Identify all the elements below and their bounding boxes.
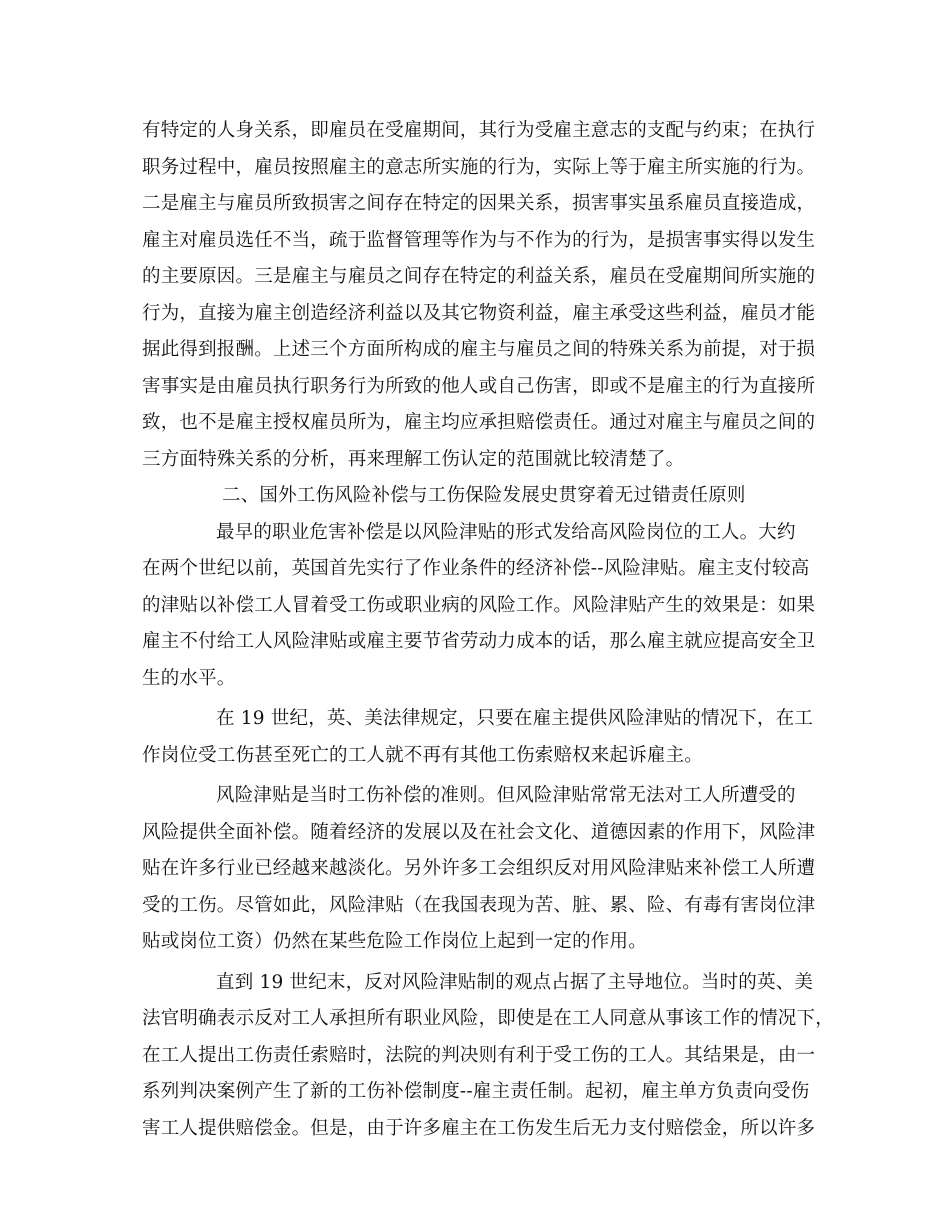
text-line: 生的水平。: [142, 667, 236, 689]
text-line: 受的工伤。尽管如此，风险津贴（在我国表现为苦、脏、累、险、有毒有害岗位津: [142, 894, 816, 916]
text-line: 二是雇主与雇员所致损害之间存在特定的因果关系，损害事实虽系雇员直接造成，: [142, 193, 816, 214]
text-line: 职务过程中，雇员按照雇主的意志所实施的行为，实际上等于雇主所实施的行为。: [142, 156, 816, 178]
text-line: 的津贴以补偿工人冒着受工伤或职业病的风险工作。风险津贴产生的效果是：如果: [142, 594, 816, 616]
text-line: 行为，直接为雇主创造经济利益以及其它物资利益，雇主承受这些利益，雇员才能: [142, 302, 816, 324]
paragraph-first-line: 在 19 世纪，英、美法律规定，只要在雇主提供风险津贴的情况下，在工: [216, 708, 814, 729]
text-line: 致，也不是雇主授权雇员所为，雇主均应承担赔偿责任。通过对雇主与雇员之间的: [142, 412, 816, 433]
text-line: 雇主不付给工人风险津贴或雇主要节省劳动力成本的话，那么雇主就应提高安全卫: [142, 631, 816, 652]
text-line: 贴在许多行业已经越来越淡化。另外许多工会组织反对用风险津贴来补偿工人所遭: [142, 858, 816, 879]
text-line: 三方面特殊关系的分析，再来理解工伤认定的范围就比较清楚了。: [142, 448, 685, 470]
text-line: 害事实是由雇员执行职务行为所致的他人或自己伤害，即或不是雇主的行为直接所: [142, 375, 816, 397]
paragraph-first-line: 风险津贴是当时工伤补偿的准则。但风险津贴常常无法对工人所遭受的: [216, 785, 796, 806]
text-line: 系列判决案例产生了新的工伤补偿制度--雇主责任制。起初，雇主单方负责向受伤: [142, 1081, 810, 1102]
text-line: 法官明确表示反对工人承担所有职业风险，即使是在工人同意从事该工作的情况下，: [142, 1008, 834, 1029]
document-body: [142, 113, 834, 1147]
text-line: 据此得到报酬。上述三个方面所构成的雇主与雇员之间的特殊关系为前提，对于损: [142, 339, 816, 360]
paragraph-first-line: 最早的职业危害补偿是以风险津贴的形式发给高风险岗位的工人。大约: [216, 521, 796, 543]
paragraph-first-line: 直到 19 世纪末，反对风险津贴制的观点占据了主导地位。当时的英、美: [216, 971, 814, 993]
text-line: 害工人提供赔偿金。但是，由于许多雇主在工伤发生后无力支付赔偿金，所以许多: [142, 1117, 816, 1139]
text-line: 的主要原因。三是雇主与雇员之间存在特定的利益关系，雇员在受雇期间所实施的: [142, 266, 816, 287]
text-line: 贴或岗位工资）仍然在某些危险工作岗位上起到一定的作用。: [142, 931, 647, 952]
text-line: 风险提供全面补偿。随着经济的发展以及在社会文化、道德因素的作用下，风险津: [142, 821, 816, 843]
text-line: 有特定的人身关系，即雇员在受雇期间，其行为受雇主意志的支配与约束；在执行: [142, 120, 816, 141]
text-line: 作岗位受工伤甚至死亡的工人就不再有其他工伤索赔权来起诉雇主。: [142, 744, 704, 766]
section-heading: 二、国外工伤风险补偿与工伤保险发展史贯穿着无过错责任原则: [222, 485, 746, 506]
text-line: 在两个世纪以前，英国首先实行了作业条件的经济补偿--风险津贴。雇主支付较高: [142, 558, 810, 579]
text-line: 在工人提出工伤责任索赔时，法院的判决则有利于受工伤的工人。其结果是，由一: [142, 1044, 816, 1066]
text-line: 雇主对雇员选任不当，疏于监督管理等作为与不作为的行为，是损害事实得以发生: [142, 229, 816, 251]
